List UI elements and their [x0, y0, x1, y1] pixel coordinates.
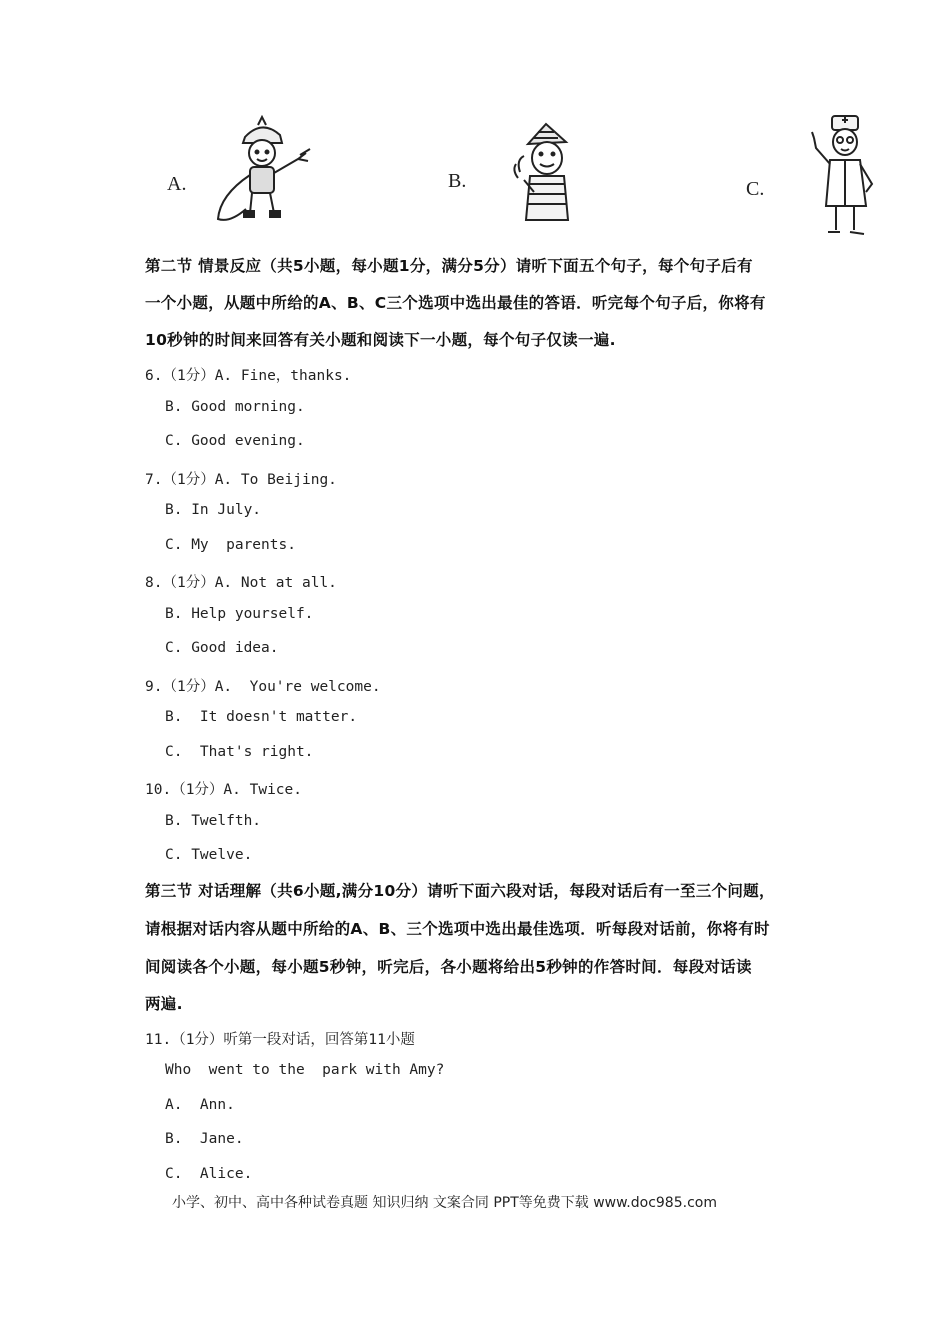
- question-7-option-c: C. My parents.: [165, 537, 296, 553]
- question-11-option-c: C. Alice.: [165, 1166, 253, 1182]
- question-11-stem: 11.（1分）听第一段对话，回答第11小题: [145, 1032, 415, 1048]
- question-9-option-b: B. It doesn't matter.: [165, 709, 358, 725]
- section3-line3: 间阅读各个小题，每小题5秒钟，听完后，各小题将给出5秒钟的作答时间．每段对话读: [145, 958, 752, 976]
- option-b-label: B.: [448, 170, 467, 192]
- question-11-option-a: A. Ann.: [165, 1097, 235, 1113]
- question-9-option-c: C. That's right.: [165, 744, 314, 760]
- option-c-label: C.: [746, 178, 765, 200]
- question-8-option-b: B. Help yourself.: [165, 606, 314, 622]
- firefighter-icon: [210, 115, 320, 227]
- question-10-stem: 10.（1分）A. Twice.: [145, 782, 302, 798]
- question-7-stem: 7.（1分）A. To Beijing.: [145, 472, 337, 488]
- section3-line2: 请根据对话内容从题中所给的A、B、三个选项中选出最佳选项．听每段对话前，你将有时: [145, 920, 770, 938]
- section3-line4: 两遍.: [145, 995, 183, 1013]
- question-6-option-b: B. Good morning.: [165, 399, 305, 415]
- question-8-option-c: C. Good idea.: [165, 640, 279, 656]
- section2-line2: 一个小题，从题中所给的A、B、C三个选项中选出最佳的答语．听完每个句子后，你将有: [145, 294, 766, 312]
- section2-line3: 10秒钟的时间来回答有关小题和阅读下一小题，每个句子仅读一遍.: [145, 331, 616, 349]
- question-11-question: Who went to the park with Amy?: [165, 1062, 445, 1078]
- question-6-option-c: C. Good evening.: [165, 433, 305, 449]
- farmer-woman-icon: [510, 120, 585, 222]
- section3-line1: 第三节 对话理解（共6小题,满分10分）请听下面六段对话，每段对话后有一至三个问题，: [145, 882, 775, 900]
- question-7-option-b: B. In July.: [165, 502, 262, 518]
- question-6-stem: 6.（1分）A. Fine，thanks.: [145, 368, 352, 384]
- section2-line1: 第二节 情景反应（共5小题，每小题1分，满分5分）请听下面五个句子，每个句子后有: [145, 257, 753, 275]
- doctor-icon: [806, 112, 878, 238]
- question-10-option-c: C. Twelve.: [165, 847, 253, 863]
- question-9-stem: 9.（1分）A. You're welcome.: [145, 679, 381, 695]
- question-10-option-b: B. Twelfth.: [165, 813, 262, 829]
- option-a-label: A.: [167, 173, 187, 195]
- question-8-stem: 8.（1分）A. Not at all.: [145, 575, 337, 591]
- page-footer: 小学、初中、高中各种试卷真题 知识归纳 文案合同 PPT等免费下载 www.doc985.com: [172, 1195, 717, 1211]
- question-11-option-b: B. Jane.: [165, 1131, 244, 1147]
